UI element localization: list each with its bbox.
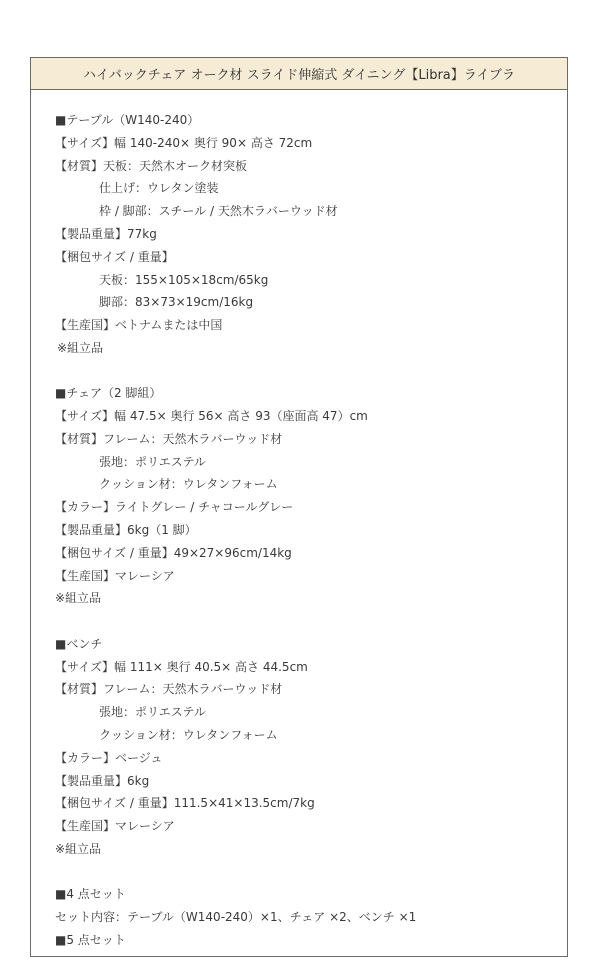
set4-contents: セット内容：テーブル（W140-240）×1、チェア ×2、ベンチ ×1: [55, 910, 417, 924]
table-size: 【サイズ】幅 140-240× 奥行 90× 高さ 72cm: [55, 135, 313, 150]
bench-note: ※組立品: [55, 841, 102, 856]
table-material-top: 【材質】天板：天然木オーク材突板: [55, 158, 248, 173]
bench-section: [55, 633, 557, 861]
bench-material-frame: 【材質】フレーム：天然木ラバーウッド材: [55, 682, 283, 697]
chair-heading: ■チェア（2 脚組）: [55, 386, 162, 401]
bench-heading: ■ベンチ: [55, 636, 103, 651]
spec-title: ハイバックチェア オーク材 スライド伸縮式 ダイニング【Libra】ライブラ: [83, 68, 515, 83]
bench-origin: 【生産国】マレーシア: [55, 819, 175, 834]
chair-size: 【サイズ】幅 47.5× 奥行 56× 高さ 93（座面高 47）cm: [55, 409, 368, 424]
chair-section: [55, 382, 557, 610]
bench-material-upholstery: 張地：ポリエステル: [99, 705, 206, 720]
chair-weight: 【製品重量】6kg（1 脚）: [55, 523, 197, 538]
spec-content: [55, 109, 557, 974]
table-material-finish: 仕上げ：ウレタン塗装: [99, 181, 219, 196]
table-weight: 【製品重量】77kg: [55, 226, 157, 241]
bench-size: 【サイズ】幅 111× 奥行 40.5× 高さ 44.5cm: [55, 659, 308, 674]
bench-package: 【梱包サイズ / 重量】111.5×41×13.5cm/7kg: [55, 796, 315, 811]
table-package-legs: 脚部：83×73×19cm/16kg: [99, 295, 254, 310]
table-material-frame: 枠 / 脚部：スチール / 天然木ラバーウッド材: [99, 204, 338, 219]
set4-heading: ■4 点セット: [55, 887, 126, 902]
set5-heading: ■5 点セット: [55, 932, 126, 947]
chair-package: 【梱包サイズ / 重量】49×27×96cm/14kg: [55, 545, 292, 560]
spec-panel: [30, 57, 568, 957]
chair-material-cushion: クッション材：ウレタンフォーム: [99, 477, 278, 492]
bench-material-cushion: クッション材：ウレタンフォーム: [99, 727, 278, 742]
chair-material-upholstery: 張地：ポリエステル: [99, 454, 206, 469]
bench-weight: 【製品重量】6kg: [55, 773, 150, 788]
table-package-label: 【梱包サイズ / 重量】: [55, 249, 174, 264]
table-note: ※組立品: [57, 340, 104, 355]
spec-header: [31, 58, 567, 90]
table-section: [55, 109, 557, 360]
chair-material-frame: 【材質】フレーム：天然木ラバーウッド材: [55, 431, 283, 446]
chair-color: 【カラー】ライトグレー / チャコールグレー: [55, 500, 294, 515]
set4-section: [55, 883, 557, 951]
table-package-top: 天板：155×105×18cm/65kg: [99, 272, 269, 287]
chair-origin: 【生産国】マレーシア: [55, 568, 175, 583]
bench-color: 【カラー】ベージュ: [55, 750, 163, 765]
table-origin: 【生産国】ベトナムまたは中国: [55, 318, 223, 333]
chair-note: ※組立品: [55, 591, 102, 606]
table-heading: ■テーブル（W140-240）: [55, 113, 200, 127]
